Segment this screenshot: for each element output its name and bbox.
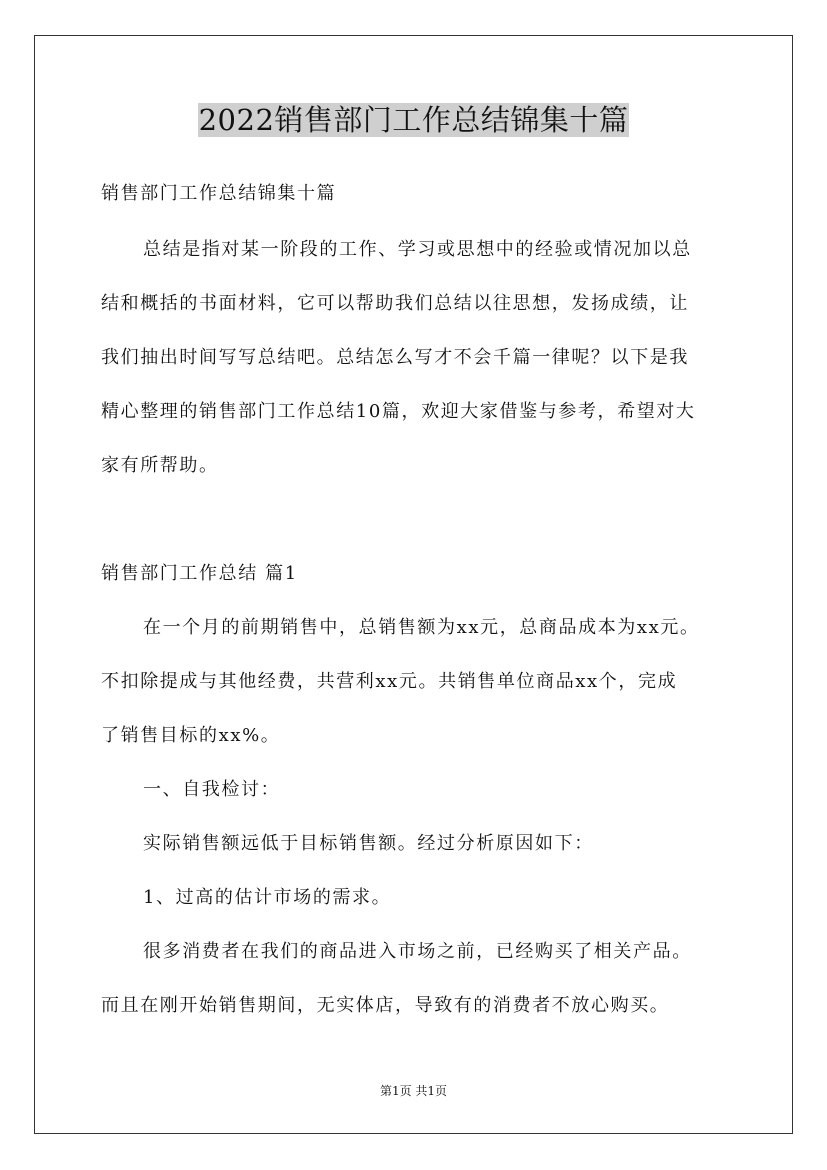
- body-line-4: 一、自我检讨：: [143, 779, 281, 800]
- body-line-8: 而且在刚开始销售期间，无实体店，导致有的消费者不放心购买。: [101, 995, 670, 1016]
- body-line-6: 1、过高的估计市场的需求。: [143, 887, 392, 908]
- intro-line-3: 我们抽出时间写写总结吧。总结怎么写才不会千篇一律呢？以下是我: [101, 347, 689, 368]
- body-line-7: 很多消费者在我们的商品进入市场之前，已经购买了相关产品。: [143, 941, 692, 962]
- body-line-5: 实际销售额远低于目标销售额。经过分析原因如下：: [143, 833, 594, 854]
- intro-line-5: 家有所帮助。: [101, 455, 219, 476]
- section-heading: 销售部门工作总结 篇1: [101, 563, 298, 584]
- document-title: [0, 100, 827, 140]
- page-footer: 第1页 共1页: [379, 1084, 448, 1098]
- document-subtitle: 销售部门工作总结锦集十篇: [101, 183, 337, 204]
- body-line-2: 不扣除提成与其他经费，共营利xx元。共销售单位商品xx个，完成: [101, 671, 678, 692]
- body-line-1: 在一个月的前期销售中，总销售额为xx元，总商品成本为xx元。: [143, 617, 700, 638]
- intro-line-1: 总结是指对某一阶段的工作、学习或思想中的经验或情况加以总: [143, 239, 692, 260]
- document-title-text: 2022销售部门工作总结锦集十篇: [198, 103, 629, 137]
- intro-line-2: 结和概括的书面材料，它可以帮助我们总结以往思想，发扬成绩，让: [101, 293, 689, 314]
- intro-line-4: 精心整理的销售部门工作总结10篇，欢迎大家借鉴与参考，希望对大: [101, 401, 696, 422]
- body-line-3: 了销售目标的xx%。: [101, 725, 281, 746]
